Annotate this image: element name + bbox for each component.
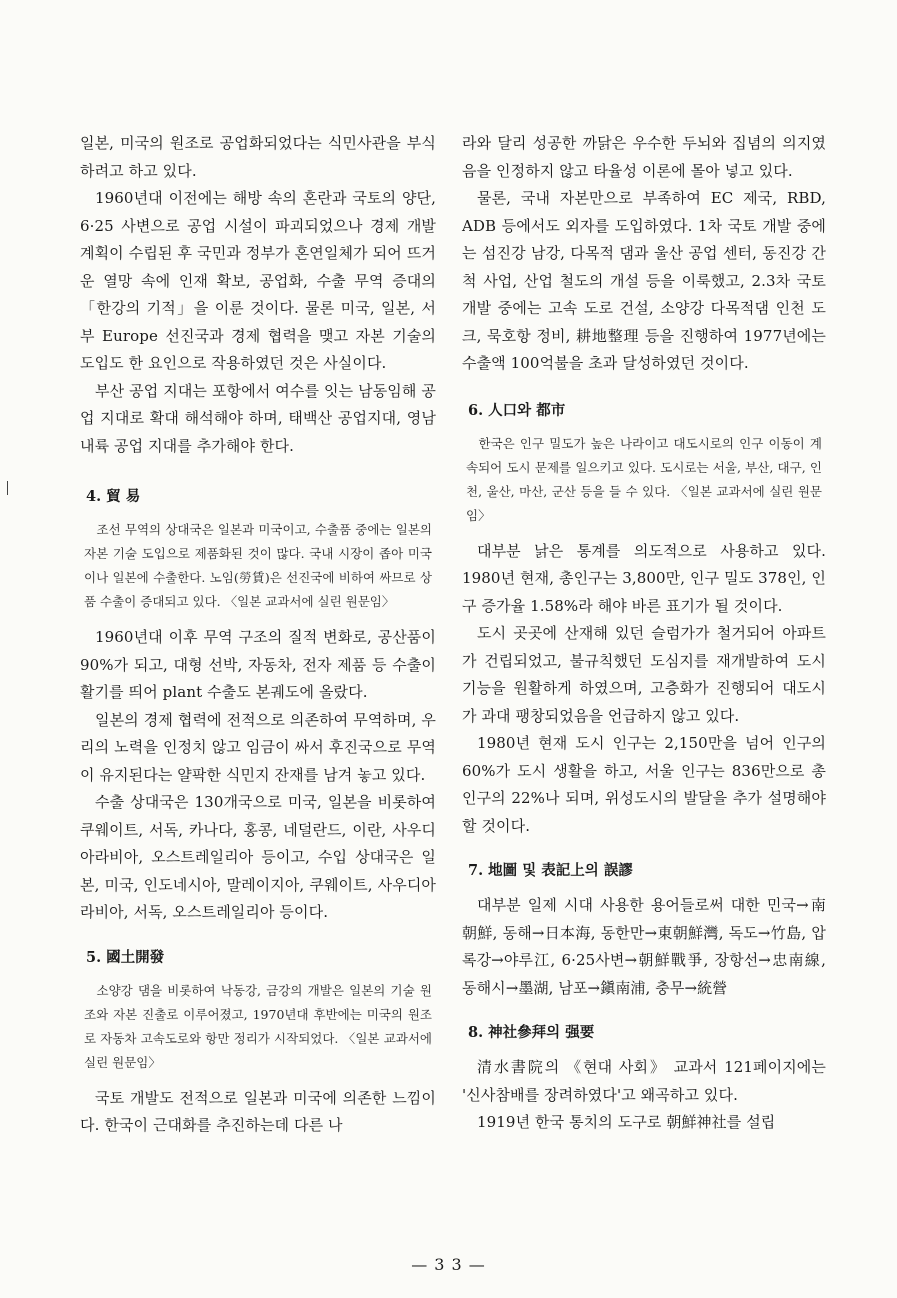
section-heading-map-errors: 7. 地圖 및 表記上의 誤謬 [468, 862, 633, 879]
block-quote: 한국은 인구 밀도가 높은 나라이고 대도시로의 인구 이동이 계속되어 도시 문제를 일으키고 있다. 도시로는 서울, 부산, 대구, 인천, 울산, 마산, 군산 등을 들 수 있다. 〈일본 교과서에 실린 원문임〉 [466, 435, 822, 523]
page-number: — 3 3 — [411, 1255, 486, 1274]
paragraph: 물론, 국내 자본만으로 부족하여 EC 제국, RBD, ADB 등에서도 외자를 도입하였다. 1차 국토 개발 중에는 섬진강 남강, 다목적 댐과 울산 공업 센터, 동진강 간척 사업, 산업 철도의 개설 등을 이룩했고, 2.3차 국토 개발 중에는 고속 도로 건설, 소양강 다목적댐 인천 도크, 묵호항 정비, 耕地整理 등을 진행하여 1977년에는 수출액 100억불을 초과 달성하였던 것이다. [462, 189, 826, 372]
block-quote: 소양강 댐을 비롯하여 낙동강, 금강의 개발은 일본의 기술 원조와 자본 진출로 이루어졌고, 1970년대 후반에는 미국의 원조로 자동차 고속도로와 항만 정리가 시작되었다. 〈일본 교과서에 실린 원문임〉 [84, 982, 432, 1070]
paragraph: 국토 개발도 전적으로 일본과 미국에 의존한 느낌이다. 한국이 근대화를 추진하는데 다른 나 [80, 1088, 436, 1134]
paragraph: 일본, 미국의 원조로 공업화되었다는 식민사관을 부식하려고 하고 있다. [80, 134, 436, 180]
paragraph: 라와 달리 성공한 까닭은 우수한 두뇌와 집념의 의지였음을 인정하지 않고 타율성 이론에 몰아 넣고 있다. [462, 134, 826, 180]
paragraph: 대부분 일제 시대 사용한 용어들로써 대한 민국→南朝鮮, 동해→日本海, 동한만→東朝鮮灣, 독도→竹島, 압록강→야루江, 6·25사변→朝鮮戰爭, 장항선→忠南線, 동해시→墨湖, 남포→鎭南浦, 충무→統營 [462, 896, 826, 997]
block-quote: 조선 무역의 상대국은 일본과 미국이고, 수출품 중에는 일본의 자본 기술 도입으로 제품화된 것이 많다. 국내 시장이 좁아 미국이나 일본에 수출한다. 노임(勞賃)은 선진국에 비하여 싸므로 상품 수출이 증대되고 있다. 〈일본 교과서에 실린 원문임〉 [84, 522, 432, 609]
paragraph: 1980년 현재 도시 인구는 2,150만을 넘어 인구의 60%가 도시 생활을 하고, 서울 인구는 836만으로 총 인구의 22%나 되며, 위성도시의 발달을 추가 설명해야 할 것이다. [462, 734, 826, 835]
paragraph: 부산 공업 지대는 포항에서 여수를 잇는 남동임해 공업 지대로 확대 해석해야 하며, 태백산 공업지대, 영남 내륙 공업 지대를 추가해야 한다. [80, 381, 436, 455]
section-heading-trade: 4. 貿 易 [86, 488, 141, 505]
paragraph: 일본의 경제 협력에 전적으로 의존하여 무역하며, 우리의 노력을 인정치 않고 임금이 싸서 후진국으로 무역이 유지된다는 얄팍한 식민지 잔재를 남겨 놓고 있다. [80, 710, 436, 784]
left-column [80, 130, 436, 1140]
paragraph: 1960년대 이전에는 해방 속의 혼란과 국토의 양단, 6·25 사변으로 공업 시설이 파괴되었으나 경제 개발 계획이 수립된 후 국민과 정부가 혼연일체가 되어 뜨거운 열망 속에 인재 확보, 공업화, 수출 무역 증대의 「한강의 기적」을 이룬 것이다. 물론 미국, 일본, 서부 Europe 선진국과 경제 협력을 맺고 자본 기술의 도입도 한 요인으로 작용하였던 것은 사실이다. [80, 189, 436, 372]
paragraph: 수출 상대국은 130개국으로 미국, 일본을 비롯하여 쿠웨이트, 서독, 카나다, 홍콩, 네덜란드, 이란, 사우디아라비아, 오스트레일리아 등이고, 수입 상대국은 일본, 미국, 인도네시아, 말레이지아, 쿠웨이트, 사우디아라비아, 서독, 오스트레일리아 등이다. [80, 793, 436, 921]
paragraph: 清水書院의 《현대 사회》 교과서 121페이지에는 '신사참배를 장려하였다'고 왜곡하고 있다. [462, 1058, 826, 1104]
paragraph: 1919년 한국 통치의 도구로 朝鮮神社를 설립 [477, 1113, 776, 1131]
section-heading-shrine-worship: 8. 神社參拜의 强要 [468, 1024, 595, 1041]
paragraph: 대부분 낡은 통계를 의도적으로 사용하고 있다. 1980년 현재, 총인구는 3,800만, 인구 밀도 378인, 인구 증가율 1.58%라 해야 바른 표기가 될 것이다. [462, 541, 826, 615]
margin-mark [7, 481, 8, 495]
section-heading-population: 6. 人口와 都市 [468, 401, 566, 419]
right-column [462, 130, 826, 1137]
paragraph: 도시 곳곳에 산재해 있던 슬럼가가 철거되어 아파트가 건립되었고, 불규칙했던 도심지를 재개발하여 도시 기능을 원활하게 하였으며, 고층화가 진행되어 대도시가 과대 팽창되었음을 언급하지 않고 있다. [462, 624, 826, 725]
paragraph: 1960년대 이후 무역 구조의 질적 변화로, 공산품이 90%가 되고, 대형 선박, 자동차, 전자 제품 등 수출이 활기를 띄어 plant 수출도 본궤도에 올랐다. [80, 628, 436, 701]
section-heading-land-development: 5. 國土開發 [86, 948, 165, 966]
